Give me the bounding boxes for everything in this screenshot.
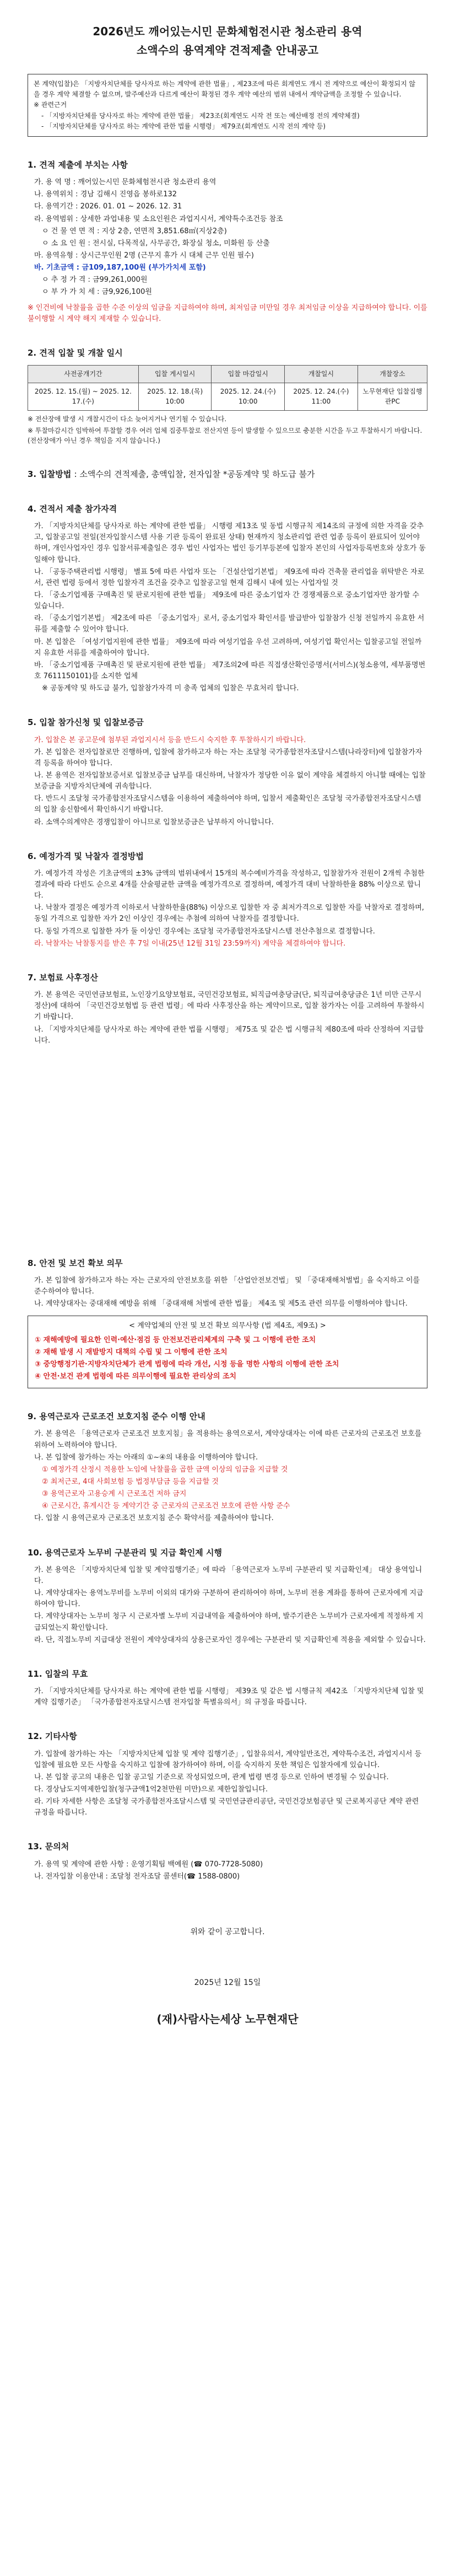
sec4-para: 라. 「중소기업기본법」 제2조에 따른 「중소기업자」로서, 중소기업자 확인서를 발급받아 입찰참가 신청 전일까지 유효한 서류를 제출할 수 있어야 합니다.	[34, 614, 425, 634]
safety-duty-item: ④ 안전·보건 관계 법령에 따른 의무이행에 필요한 관리상의 조치	[35, 1372, 237, 1381]
sec1-row: 나. 용역위치 : 경남 김해시 진영읍 봉하로132	[34, 190, 177, 199]
sec10-para: 가. 본 용역은 「지방자치단체 입찰 및 계약집행기준」에 따라 「용역근로자 노무비 구분관리 및 지급확인제」 대상 용역입니다.	[34, 1565, 422, 1585]
sec2-note: ※ 전산장애 발생 시 개찰시간이 다소 늦어지거나 연기될 수 있습니다.	[28, 415, 227, 423]
intro-line: ※ 관련근거	[34, 101, 67, 109]
sec4-para: 가. 「지방자치단체를 당사자로 하는 계약에 관한 법률」 시행령 제13조 및 동법 시행규칙 제14조의 규정에 의한 자격을 갖추고, 입찰공고일 전일(전자입찰시스템 사용 기관 등록이 완료된 상태) 현재까지 청소관리업 관련 업종 등록이 완료되어 있어야 하며, 개인사업자인 경우 입찰서류제출일은 경우 법인 사업자는 법인 등기부등본에 입찰자 본인의 사업자등록번호와 상호가 동일해야 합니다.	[34, 522, 426, 564]
table-row	[28, 383, 427, 410]
safety-duty-item: ③ 중앙행정기관·지방자치단체가 관계 법령에 따라 개선, 시정 등을 명한 사항의 이행에 관한 조치	[35, 1360, 339, 1368]
table-header: 개찰일시	[285, 366, 358, 383]
sec1-wage-note: ※ 인건비에 낙찰률을 곱한 수준 이상의 임금을 지급하여야 하며, 최저임금 미만일 경우 최저임금 이상을 지급하여야 합니다. 이를 불이행할 시 계약 해지 제재할 수 있습니다.	[28, 303, 427, 323]
sec1-row: 다. 용역기간 : 2026. 01. 01 ~ 2026. 12. 31	[34, 202, 182, 211]
sec1-row: 마. 용역유형 : 상시근무인원 2명 (근무지 휴가 시 대체 근무 인원 필수)	[34, 251, 254, 260]
sec1-row: 가. 용 역 명 : 깨어있는시민 문화체험전시관 청소관리 용역	[34, 178, 216, 187]
safety-duty-item: ② 재해 발생 시 재발방지 대책의 수립 및 그 이행에 관한 조치	[35, 1348, 228, 1356]
sec10-para: 나. 계약상대자는 용역노무비를 노무비 이외의 대가와 구분하여 관리하여야 하며, 노무비 전용 계좌를 통하여 근로자에게 지급하여야 합니다.	[34, 1589, 424, 1609]
closing-statement: 위와 같이 공고합니다.	[190, 1928, 265, 1936]
sec12-para: 나. 본 입찰 공고의 내용은 입찰 공고일 기준으로 작성되었으며, 관계 법령 변경 등으로 인하여 변경될 수 있습니다.	[34, 1773, 389, 1781]
sec4-para: 나. 「공동주택관리법 시행령」 별표 5에 따른 사업자 또는 「건설산업기본법」 제9조에 따라 건축물 관리업을 위탁받은 자로서, 관련 법령 등에서 정한 입찰자격 조건을 갖추고 입찰공고일 현재 김해시 내에 있는 사업자일 것	[34, 567, 425, 587]
sec11-body: 가. 「지방자치단체를 당사자로 하는 계약에 관한 법률 시행령」 제39조 및 같은 법 시행규칙 제42조 「지방자치단체 입찰 및 계약 집행기준」 「국가종합전자조달시스템 전자입찰 특별유의서」의 규정을 따릅니다.	[34, 1687, 424, 1707]
sec1-base-amount: 바. 기초금액 : 금109,187,100원 (부가가치세 포함)	[34, 264, 206, 272]
notice-title	[28, 22, 427, 60]
sec2-note: ※ 투찰마감시간 임박하여 투찰할 경우 여러 업체 집중투찰로 전산지연 등이 발생할 수 있으므로 충분한 시간을 두고 투찰하시기 바랍니다. (전산장애가 아닌 경우 책임을 지지 않습니다.)	[28, 426, 422, 445]
table-cell: 2025. 12. 18.(목) 10:00	[138, 383, 212, 410]
intro-box	[28, 74, 427, 137]
table-cell: 노무현재단 입찰집행관PC	[358, 383, 427, 410]
sec5-para: 나. 본 용역은 전자입찰보증서로 입찰보증금 납부를 대신하며, 낙찰자가 정당한 이유 없이 계약을 체결하지 아니할 때에는 입찰보증금을 지방자치단체에 귀속합니다.	[34, 771, 426, 791]
sec1-body	[28, 177, 427, 325]
intro-line: - 「지방자치단체를 당사자로 하는 계약에 관한 법률」 제23조(회계연도 시작 전 또는 예산배정 전의 계약체결)	[41, 111, 360, 120]
issuing-organization: (재)사람사는세상 노무현재단	[156, 2012, 299, 2026]
table-header: 사전공개기간	[28, 366, 139, 383]
sec6-para: 다. 동일 가격으로 입찰한 자가 둘 이상인 경우에는 조달청 국가종합전자조달시스템 전산추첨으로 결정합니다.	[34, 927, 375, 936]
section-heading	[28, 468, 427, 481]
section-heading: 11. 입찰의 무효	[28, 1668, 88, 1679]
safety-duties-heading: < 계약업체의 안전 및 보건 확보 의무사항 (법 제4조, 제9조) >	[129, 1321, 326, 1330]
sec6-contract-deadline: 라. 낙찰자는 낙찰통지를 받은 후 7일 이내(25년 12월 31일 23:59까지) 계약을 체결하여야 합니다.	[34, 939, 346, 948]
section-heading: 12. 기타사항	[28, 1731, 77, 1742]
section-heading: 9. 용역근로자 근로조건 보호지침 준수 이행 안내	[28, 1412, 205, 1422]
sec12-para: 가. 입찰에 참가하는 자는 「지방자치단체 입찰 및 계약 집행기준」, 입찰유의서, 계약일반조건, 계약특수조건, 과업지시서 등 입찰에 필요한 모든 사항을 숙지하고 입찰에 참가하여야 하며, 이를 숙지하지 못한 책임은 입찰자에게 있습니다.	[34, 1749, 422, 1769]
section-heading: 8. 안전 및 보건 확보 의무	[28, 1258, 123, 1268]
table-header: 개찰장소	[358, 366, 427, 383]
safety-duties-box	[28, 1316, 427, 1389]
page-gap	[28, 1048, 427, 1235]
sec5-para: 다. 반드시 조달청 국가종합전자조달시스템을 이용하여 제출하여야 하며, 입찰서 제출확인은 조달청 국가종합전자조달시스템의 입찰 송신함에서 확인하시기 바랍니다.	[34, 795, 421, 814]
sec12-para: 라. 기타 자세한 사항은 조달청 국가종합전자조달시스템 및 국민연금관리공단, 국민건강보험공단 및 근로복지공단 계약 관련 규정을 따릅니다.	[34, 1797, 419, 1817]
sec9-red-item: ④ 근로시간, 휴게시간 등 계약기간 중 근로자의 근로조건 보호에 관한 사항 준수	[42, 1502, 290, 1511]
section-heading: 5. 입찰 참가신청 및 입찰보증금	[28, 717, 144, 728]
sec5-red: 가. 입찰은 본 공고문에 첨부된 과업지시서 등을 반드시 숙지한 후 투찰하시기 바랍니다.	[34, 736, 306, 744]
table-cell: 2025. 12. 24.(수) 10:00	[212, 383, 285, 410]
contact-row: 가. 용역 및 계약에 관한 사항 : 운영기획팀 백예원 (☎ 070-7728-5080)	[34, 1860, 263, 1869]
table-cell: 2025. 12. 15.(월) ~ 2025. 12. 17.(수)	[28, 383, 139, 410]
section-heading: 2. 견적 입찰 및 개찰 일시	[28, 347, 123, 358]
sec4-para: 마. 본 입찰은 「여성기업지원에 관한 법률」 제9조에 따라 여성기업을 우선 고려하며, 여성기업 확인서는 입찰공고일 전일까지 유효한 서류를 제출하여야 합니다.	[34, 637, 422, 657]
schedule-table	[28, 365, 427, 411]
section-heading: 4. 견적서 제출 참가자격	[28, 503, 117, 514]
table-header: 입찰 마감일시	[212, 366, 285, 383]
sec3-heading: 3. 입찰방법	[28, 469, 72, 479]
section-heading: 13. 문의처	[28, 1842, 69, 1852]
sec1-row: 라. 용역범위 : 상세한 과업내용 및 소요인원은 과업지시서, 계약특수조건등 참조	[34, 214, 283, 223]
section-heading: 1. 견적 제출에 부치는 사항	[28, 159, 128, 170]
safety-duty-item: ① 재해예방에 필요한 인력·예산·점검 등 안전보건관리체계의 구축 및 그 이행에 관한 조치	[35, 1335, 316, 1344]
sec7-para: 나. 「지방자치단체를 당사자로 하는 계약에 관한 법률 시행령」 제75조 및 같은 법 시행규칙 제80조에 따라 산정하여 지급합니다.	[34, 1025, 424, 1045]
sec4-note: ※ 공동계약 및 하도급 불가, 입찰참가자격 미 충족 업체의 입찰은 무효처리 합니다.	[42, 684, 299, 693]
table-header: 입찰 게시일시	[138, 366, 212, 383]
table-header-row	[28, 366, 427, 383]
sec4-para: 바. 「중소기업제품 구매촉진 및 판로지원에 관한 법률」 제7조의2에 따른 직접생산확인증명서(서비스)(청소용역, 세부품명번호 7611150101)를 소지한 업체	[34, 661, 426, 681]
sec4-para: 다. 「중소기업제품 구매촉진 및 판로지원에 관한 법률」 제9조에 따른 중소기업자 간 경쟁제품으로 중소기업자만 참가할 수 있습니다.	[34, 591, 420, 611]
section-heading: 7. 보험료 사후정산	[28, 972, 99, 983]
sec3-body: : 소액수의 견적제출, 총액입찰, 전자입찰 *공동계약 및 하도급 불가	[74, 469, 315, 479]
section-heading: 6. 예정가격 및 낙찰자 결정방법	[28, 851, 144, 861]
notice-title-line2: 소액수의 용역계약 견적제출 안내공고	[136, 44, 318, 57]
sec9-red-item: ① 예정가격 산정시 적용한 노임에 낙찰률을 곱한 금액 이상의 임금을 지급할 것	[42, 1465, 288, 1474]
sec7-para: 가. 본 용역은 국민연금보험료, 노인장기요양보험료, 국민건강보험료, 퇴직급여충당금(단, 퇴직급여충당금은 1년 미만 근무시 정산)에 대하여 「국민건강보험법 등 관련 법령」에 따라 사후정산을 하는 계약이므로, 입찰 참가자는 이를 고려하여 투찰하시기 바랍니다.	[34, 991, 425, 1022]
sec5-para: 라. 소액수의계약은 경쟁입찰이 아니므로 입찰보증금은 납부하지 아니합니다.	[34, 818, 274, 827]
sec9-tail: 다. 입찰 시 용역근로자 근로조건 보호지침 준수 확약서를 제출하여야 합니다.	[34, 1514, 274, 1523]
sec9-red-item: ② 최저근로, 4대 사회보험 등 법정부담금 등을 지급할 것	[42, 1478, 219, 1486]
section-heading: 10. 용역근로자 노무비 구분관리 및 지급 확인제 시행	[28, 1547, 222, 1558]
notice-date: 2025년 12월 15일	[194, 1978, 261, 1987]
sec6-para: 나. 낙찰자 결정은 예정가격 이하로서 낙찰하한율(88%) 이상으로 입찰한 자 중 최저가격으로 입찰한 자를 낙찰자로 결정하며, 동일 가격으로 입찰한 자가 2인 이상인 경우에는 추첨에 의하여 낙찰자를 결정합니다.	[34, 904, 424, 924]
sec9-red-item: ③ 용역근로자 고용승계 시 근로조건 저하 금지	[42, 1490, 187, 1499]
sec5-para: 가. 본 입찰은 전자입찰로만 진행하며, 입찰에 참가하고자 하는 자는 조달청 국가종합전자조달시스템(나라장터)에 입찰참가자격 등록을 하여야 합니다.	[34, 748, 422, 768]
sec1-row: ㅇ 부 가 가 치 세 : 금9,926,100원	[42, 288, 152, 297]
table-cell: 2025. 12. 24.(수) 11:00	[285, 383, 358, 410]
intro-line: - 「지방자치단체를 당사자로 하는 계약에 관한 법률 시행령」 제79조(회계연도 시작 전의 계약 등)	[41, 122, 326, 130]
sec1-row: ㅇ 소 요 인 원 : 전시실, 다목적실, 사무공간, 화장실 청소, 미화원 등 산출	[42, 239, 270, 248]
sec12-para: 다. 경상남도지역제한입찰(청구금액1억2천만원 미만)으로 제한입찰입니다.	[34, 1785, 268, 1794]
sec6-para: 가. 예정가격 작성은 기초금액의 ±3% 금액의 범위내에서 15개의 복수예비가격을 작성하고, 입찰참가자 전원이 2개씩 추첨한 결과에 따라 다빈도 순으로 4개를 산술평균한 금액을 예정가격으로 결정하며, 예정가격 대비 낙찰하한율 88% 이상으로 합니다.	[34, 869, 425, 900]
notice-document	[28, 17, 427, 2028]
contact-row: 나. 전자입찰 이용안내 : 조달청 전자조달 콜센터(☎ 1588-0800)	[34, 1872, 240, 1881]
notice-title-line1: 2026년도 깨어있는시민 문화체험전시관 청소관리 용역	[93, 25, 362, 38]
sec8-para: 나. 계약상대자는 중대재해 예방을 위해 「중대재해 처벌에 관한 법률」 제4조 및 제5조 관련 의무를 이행하여야 합니다.	[34, 1300, 408, 1308]
sec1-row: ㅇ 건 물 연 면 적 : 지상 2층, 연면적 3,851.68㎡(지상2층)	[42, 227, 227, 235]
sec9-para: 나. 본 입찰에 참가하는 자는 아래의 ①~④의 내용을 이행하여야 합니다.	[34, 1453, 258, 1462]
sec10-para: 라. 단, 직접노무비 지급대상 전원이 계약상대자의 상용근로자인 경우에는 구분관리 및 지급확인제 적용을 제외할 수 있습니다.	[34, 1635, 426, 1644]
intro-line: 본 계약(입찰)은 「지방자치단체를 당사자로 하는 계약에 관한 법률」, 제23조에 따른 회계연도 개시 전 계약으로 예산이 확정되지 않을 경우 계약 체결할 수 없으며, 발주예산과 다르게 예산이 확정된 경우 계약 예산의 범위 내에서 계약금액을 조정할 수 있습니다.	[34, 80, 416, 99]
sec9-para: 가. 본 용역은 「용역근로자 근로조건 보호지침」을 적용하는 용역으로서, 계약상대자는 이에 따른 근로자의 근로조건 보호를 위하여 노력하여야 합니다.	[34, 1430, 422, 1450]
sec10-para: 다. 계약상대자는 노무비 청구 시 근로자별 노무비 지급내역을 제출하여야 하며, 발주기관은 노무비가 근로자에게 적정하게 지급되었는지 확인합니다.	[34, 1612, 424, 1632]
sec8-para: 가. 본 입찰에 참가하고자 하는 자는 근로자의 안전보호를 위한 「산업안전보건법」 및 「중대재해처벌법」을 숙지하고 이를 준수하여야 합니다.	[34, 1276, 420, 1296]
sec1-row: ㅇ 추 정 가 격 : 금99,261,000원	[42, 276, 148, 285]
